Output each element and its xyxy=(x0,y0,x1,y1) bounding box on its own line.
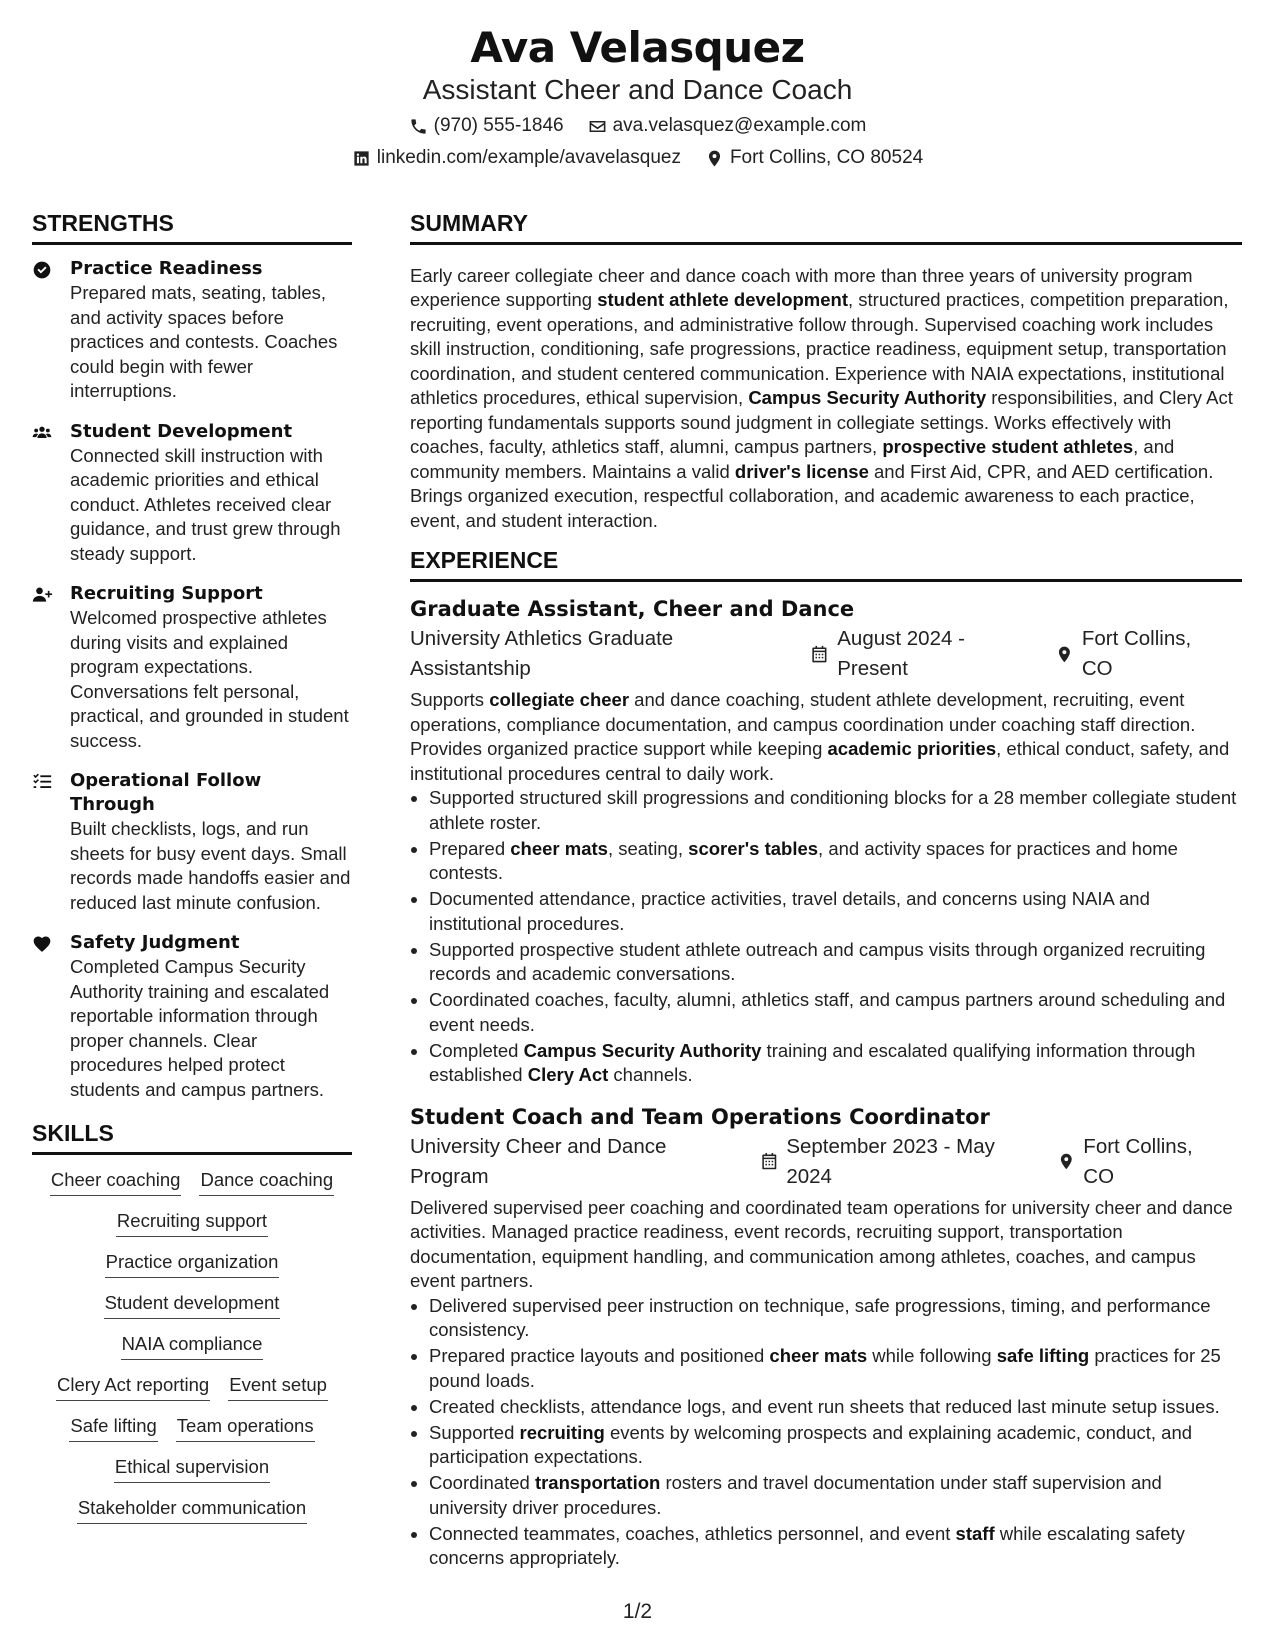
job-entry xyxy=(410,594,1242,1088)
job-description: Delivered supervised peer coaching and coordinated team operations for university cheer and dance activities. Managed practice readiness, event records, recruiting support, transportation documentation, equipment handling, and communication among athletes, coaches, and campus event partners. xyxy=(410,1196,1233,1291)
job-title: Graduate Assistant, Cheer and Dance xyxy=(410,597,855,621)
heart-icon xyxy=(32,934,52,954)
strength-title: Recruiting Support xyxy=(70,583,263,604)
job-bullet: • Delivered supervised peer instruction on technique, safe progressions, timing, and performance consistency. xyxy=(429,1294,1242,1343)
strength-title: Student Development xyxy=(70,420,293,442)
users-icon xyxy=(32,423,52,443)
skill-tag: Team operations xyxy=(176,1413,315,1442)
job-dates-text: September 2023 - May 2024 xyxy=(786,1134,995,1188)
map-pin-icon xyxy=(1055,645,1074,664)
job-bullet: • Supported recruiting events by welcoming prospects and explaining academic, conduct, and participation expectations. xyxy=(429,1421,1242,1470)
strength-item xyxy=(32,257,352,404)
contact-linkedin[interactable] xyxy=(352,144,681,172)
job-dates xyxy=(760,1132,1041,1192)
skill-row xyxy=(32,1495,352,1524)
job-bullet: • Prepared practice layouts and positioned cheer mats while following safe lifting practices for 25 pound loads. xyxy=(429,1344,1242,1393)
skill-row xyxy=(32,1290,352,1319)
skill-tag: Stakeholder communication xyxy=(77,1495,307,1524)
skill-tag: Ethical supervision xyxy=(114,1454,270,1483)
list-check-icon xyxy=(32,772,52,792)
strength-item xyxy=(32,931,352,1102)
job-bullet: • Completed Campus Security Authority training and escalated qualifying information through established Clery Act channels. xyxy=(429,1039,1242,1088)
skill-row xyxy=(32,1331,352,1360)
strength-description: Completed Campus Security Authority training and escalated reportable information through proper channels. Clear procedures helped protect students and campus partners. xyxy=(70,956,330,1100)
email-text[interactable]: ava.velasquez@example.com xyxy=(612,115,867,136)
strength-item xyxy=(32,582,352,753)
skill-tag: Dance coaching xyxy=(199,1167,334,1196)
right-column xyxy=(410,208,1242,1585)
contact-row-1 xyxy=(0,112,1275,140)
job-org-text: University Athletics Graduate Assistantship xyxy=(410,627,674,680)
job-description: Supports collegiate cheer and dance coaching, student athlete development, recruiting, event operations, compliance documentation, and campus coordination under coaching staff direction. Provides organized practice support while keeping academic priorities, ethical conduct, safety, and institutional procedures central to daily work. xyxy=(410,689,1230,784)
skill-row xyxy=(32,1249,352,1278)
skills-heading: SKILLS xyxy=(32,1118,352,1155)
job-bullet: • Supported prospective student athlete outreach and campus visits through organized recruiting records and academic conversations. xyxy=(429,938,1242,987)
skill-tag: Clery Act reporting xyxy=(56,1372,210,1401)
job-org xyxy=(410,1132,744,1192)
strength-item xyxy=(32,420,352,567)
strength-description: Prepared mats, seating, tables, and activity spaces before practices and contests. Coaches could begin with fewer interruptions. xyxy=(70,282,338,401)
strength-description: Welcomed prospective athletes during visits and explained program expectations. Conversations felt personal, practical, and grounded in student success. xyxy=(70,607,349,751)
job-org-text: University Cheer and Dance Program xyxy=(410,1134,667,1188)
map-pin-icon xyxy=(705,149,724,168)
skill-tag: Student development xyxy=(104,1290,281,1319)
skill-tag: NAIA compliance xyxy=(121,1331,264,1360)
job-bullets xyxy=(410,786,1242,1088)
resume-header xyxy=(0,22,1275,172)
job-title: Student Coach and Team Operations Coordinator xyxy=(410,1104,990,1129)
contact-row-2 xyxy=(0,144,1275,172)
map-pin-icon xyxy=(1057,1152,1076,1171)
contact-location xyxy=(705,144,923,172)
job-bullet: • Coordinated transportation rosters and travel documentation under staff supervision and university driver procedures. xyxy=(429,1471,1242,1520)
candidate-name: Ava Velasquez xyxy=(470,23,805,72)
job-bullet: • Documented attendance, practice activities, travel details, and concerns using NAIA and institutional procedures. xyxy=(429,887,1242,936)
job-bullet: • Supported structured skill progressions and conditioning blocks for a 28 member collegiate student athlete roster. xyxy=(429,786,1242,835)
candidate-title: Assistant Cheer and Dance Coach xyxy=(422,74,853,105)
skill-tag: Cheer coaching xyxy=(50,1167,182,1196)
job-bullet: • Created checklists, attendance logs, and event run sheets that reduced last minute setup issues. xyxy=(429,1395,1242,1420)
strengths-heading: STRENGTHS xyxy=(32,208,352,245)
contact-phone xyxy=(409,112,564,140)
contact-email[interactable] xyxy=(588,112,867,140)
job-dates-text: August 2024 - Present xyxy=(837,627,965,680)
job-entry xyxy=(410,1102,1242,1571)
skill-row xyxy=(32,1208,352,1237)
linkedin-icon xyxy=(352,149,371,168)
job-location-text: Fort Collins, CO xyxy=(1083,1134,1193,1188)
strength-description: Connected skill instruction with academic priorities and ethical conduct. Athletes received clear guidance, and trust grew through steady support. xyxy=(70,444,341,564)
strength-item xyxy=(32,769,352,915)
phone-text: (970) 555-1846 xyxy=(433,115,564,136)
job-bullets xyxy=(410,1294,1242,1571)
job-dates xyxy=(810,624,1039,684)
job-meta xyxy=(410,624,1242,684)
job-bullet: • Connected teammates, coaches, athletics personnel, and event staff while escalating safety concerns appropriately. xyxy=(429,1522,1242,1571)
summary-text: Early career collegiate cheer and dance coach with more than three years of university program experience supporting student athlete development, structured practices, competition preparation, recruiting, event operations, and administrative follow through. Supervised coaching work includes skill instruction, conditioning, safe progressions, practice readiness, equipment setup, transportation coordination, and student centered communication. Experience with NAIA expectations, institutional athletics procedures, ethical supervision, Campus Security Authority responsibilities, and Clery Act reporting fundamentals supports sound judgment in collegiate settings. Works effectively with coaches, faculty, athletics staff, alumni, campus partners, prospective student athletes, and community members. Maintains a valid driver's license and First Aid, CPR, and AED certification. Brings organized execution, respectful collaboration, and academic awareness to each practice, event, and student interaction. xyxy=(410,264,1233,531)
calendar-icon xyxy=(810,645,829,664)
job-location xyxy=(1055,624,1226,684)
skill-tag: Practice organization xyxy=(105,1249,280,1278)
strength-title: Operational Follow Through xyxy=(70,770,262,815)
strength-title: Practice Readiness xyxy=(70,258,263,279)
skill-tag: Event setup xyxy=(228,1372,328,1401)
check-circle-icon xyxy=(32,260,52,280)
linkedin-text[interactable]: linkedin.com/example/avavelasquez xyxy=(376,147,681,168)
skill-tag: Recruiting support xyxy=(116,1208,268,1237)
experience-heading: EXPERIENCE xyxy=(410,545,1242,582)
job-bullet: • Coordinated coaches, faculty, alumni, athletics staff, and campus partners around scheduling and event needs. xyxy=(429,988,1242,1037)
skills-list xyxy=(32,1167,352,1524)
skill-row xyxy=(32,1372,352,1401)
job-location xyxy=(1057,1132,1226,1192)
skill-row xyxy=(32,1167,352,1196)
left-column xyxy=(32,208,352,1536)
phone-icon xyxy=(409,117,428,136)
job-location-text: Fort Collins, CO xyxy=(1081,627,1192,680)
job-meta xyxy=(410,1132,1242,1192)
summary-heading: SUMMARY xyxy=(410,208,1242,245)
page-number: 1/2 xyxy=(622,1600,653,1623)
strength-description: Built checklists, logs, and run sheets for busy event days. Small records made handoffs easier and reduced last minute confusion. xyxy=(70,818,351,913)
location-text: Fort Collins, CO 80524 xyxy=(729,147,924,168)
job-bullet: • Prepared cheer mats, seating, scorer's tables, and activity spaces for practices and home contests. xyxy=(429,837,1242,886)
skill-row xyxy=(32,1454,352,1483)
envelope-icon xyxy=(588,117,607,136)
calendar-icon xyxy=(760,1152,779,1171)
skill-tag: Safe lifting xyxy=(69,1413,157,1442)
strength-title: Safety Judgment xyxy=(70,932,240,953)
skill-row xyxy=(32,1413,352,1442)
job-org xyxy=(410,624,794,684)
user-plus-icon xyxy=(32,585,52,605)
